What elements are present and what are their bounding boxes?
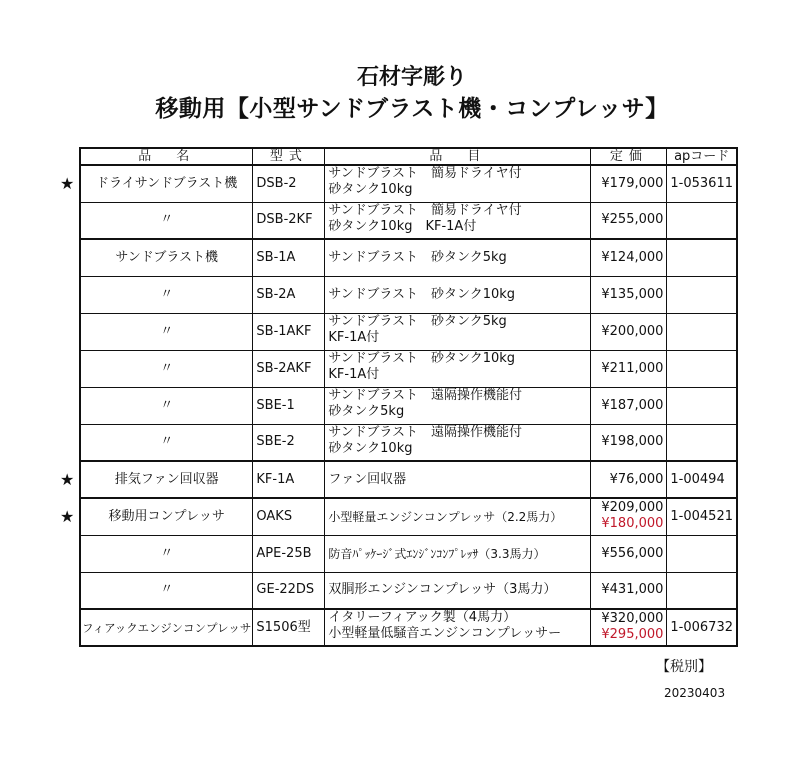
model-number: S1506型 [253,609,325,646]
table-row [80,165,737,202]
ap-code [667,202,737,239]
list-price [591,202,667,239]
model-number: OAKS [253,498,325,535]
price-table [79,147,738,647]
item-description [325,535,591,572]
price-value: ¥200,000 [601,323,664,339]
item-description [325,461,591,498]
description-line-1: 双胴形エンジンコンプレッサ（3馬力） [328,582,557,598]
ap-code [667,387,737,424]
ap-code [667,276,737,313]
description-line-1: サンドブラスト 砂タンク5kg [328,313,507,329]
model-number: APE-25B [253,535,325,572]
star-mark-icon: ★ [60,506,75,526]
ap-code: 1-004521 [667,498,737,535]
price-value: ¥320,000 [601,611,664,626]
header-model: 型式 [253,148,325,165]
list-price [591,424,667,461]
price-value: ¥187,000 [601,397,664,413]
ap-code [667,424,737,461]
model-number: GE-22DS [253,572,325,609]
list-price [591,165,667,202]
price-value: ¥209,000 [601,500,664,515]
ap-code [667,239,737,276]
price-value: ¥431,000 [601,582,664,598]
description-line-1: サンドブラスト 砂タンク10kg [328,286,516,302]
price-value: ¥211,000 [601,360,664,376]
description-line-1: 小型軽量エンジンコンプレッサ（2.2馬力） [328,509,563,524]
description-line-1: サンドブラスト 遠隔操作機能付 [328,387,522,403]
table-row [80,350,737,387]
star-mark-icon: ★ [60,469,75,489]
ap-code: 1-053611 [667,165,737,202]
description-line-1: サンドブラスト 砂タンク10kg [328,350,516,366]
ap-code [667,535,737,572]
item-description [325,350,591,387]
model-number: KF-1A [253,461,325,498]
document-subtitle: 移動用【小型サンドブラスト機・コンプレッサ】 [155,96,669,122]
description-line-1: サンドブラスト 簡易ドライヤ付 [328,202,522,218]
description-line-1: サンドブラスト 遠隔操作機能付 [328,424,522,440]
list-price [591,350,667,387]
list-price [591,535,667,572]
sale-price-value: ¥295,000 [601,627,664,642]
model-number: SB-1A [253,239,325,276]
description-line-2: 小型軽量低騒音エンジンコンプレッサー [328,626,562,641]
table-row [80,239,737,276]
item-description [325,498,591,535]
ap-code: 1-006732 [667,609,737,646]
table-row [80,276,737,313]
description-line-1: ファン回収器 [328,471,407,487]
list-price [591,609,667,646]
price-value: ¥198,000 [601,434,664,450]
item-description [325,387,591,424]
model-number: SB-1AKF [253,313,325,350]
product-name: 〃 [80,350,253,387]
list-price [591,461,667,498]
table-row [80,572,737,609]
document-date: 20230403 [664,686,726,700]
model-number: SB-2A [253,276,325,313]
header-ap-code: apコード [667,148,737,165]
product-name: 〃 [80,424,253,461]
table-row [80,609,737,646]
ap-code [667,350,737,387]
table-row [80,424,737,461]
product-name: フィアックエンジンコンプレッサ [80,609,253,646]
header-name: 品 名 [80,148,253,165]
price-value: ¥124,000 [601,249,664,265]
description-line-1: 防音ﾊﾟｯｹｰｼﾞ式ｴﾝｼﾞﾝｺﾝﾌﾟﾚｯｻ（3.3馬力） [328,546,546,561]
table-row [80,535,737,572]
product-name: 〃 [80,572,253,609]
table-row [80,498,737,535]
description-line-1: サンドブラスト 簡易ドライヤ付 [328,166,522,181]
list-price [591,276,667,313]
item-description [325,165,591,202]
item-description [325,202,591,239]
star-mark-icon: ★ [60,173,75,193]
item-description [325,239,591,276]
description-line-2: KF-1A付 [328,329,380,345]
table-header-row [80,148,737,165]
model-number: SB-2AKF [253,350,325,387]
table-row [80,313,737,350]
table-row [80,461,737,498]
price-value: ¥135,000 [601,286,664,302]
model-number: SBE-1 [253,387,325,424]
header-price: 定価 [591,148,667,165]
description-line-2: 砂タンク10kg KF-1A付 [328,218,477,234]
product-name: 〃 [80,387,253,424]
model-number: DSB-2 [253,165,325,202]
price-value: ¥179,000 [601,175,664,191]
description-line-2: 砂タンク5kg [328,403,405,419]
ap-code [667,572,737,609]
product-name: 〃 [80,276,253,313]
product-name: 移動用コンプレッサ [80,498,253,535]
document-title: 石材字彫り [356,65,467,90]
price-value: ¥76,000 [609,471,664,487]
list-price [591,387,667,424]
item-description [325,609,591,646]
description-line-1: イタリーフィアック製（4馬力） [328,610,517,625]
model-number: DSB-2KF [253,202,325,239]
product-name: ドライサンドブラスト機 [80,165,253,202]
description-line-2: KF-1A付 [328,366,380,382]
item-description [325,424,591,461]
model-number: SBE-2 [253,424,325,461]
list-price [591,572,667,609]
table-row [80,387,737,424]
ap-code [667,313,737,350]
list-price [591,498,667,535]
header-item: 品 目 [325,148,591,165]
item-description [325,276,591,313]
list-price [591,313,667,350]
price-value: ¥556,000 [601,545,664,561]
ap-code: 1-00494 [667,461,737,498]
product-name: サンドブラスト機 [80,239,253,276]
table-row [80,202,737,239]
list-price [591,239,667,276]
sale-price-value: ¥180,000 [601,516,664,531]
description-line-1: サンドブラスト 砂タンク5kg [328,249,507,265]
tax-note: 【税別】 [656,659,712,675]
price-value: ¥255,000 [601,212,664,228]
product-name: 〃 [80,202,253,239]
item-description [325,572,591,609]
description-line-2: 砂タンク10kg [328,440,413,456]
product-name: 排気ファン回収器 [80,461,253,498]
product-name: 〃 [80,313,253,350]
item-description [325,313,591,350]
product-name: 〃 [80,535,253,572]
description-line-2: 砂タンク10kg [328,182,413,197]
